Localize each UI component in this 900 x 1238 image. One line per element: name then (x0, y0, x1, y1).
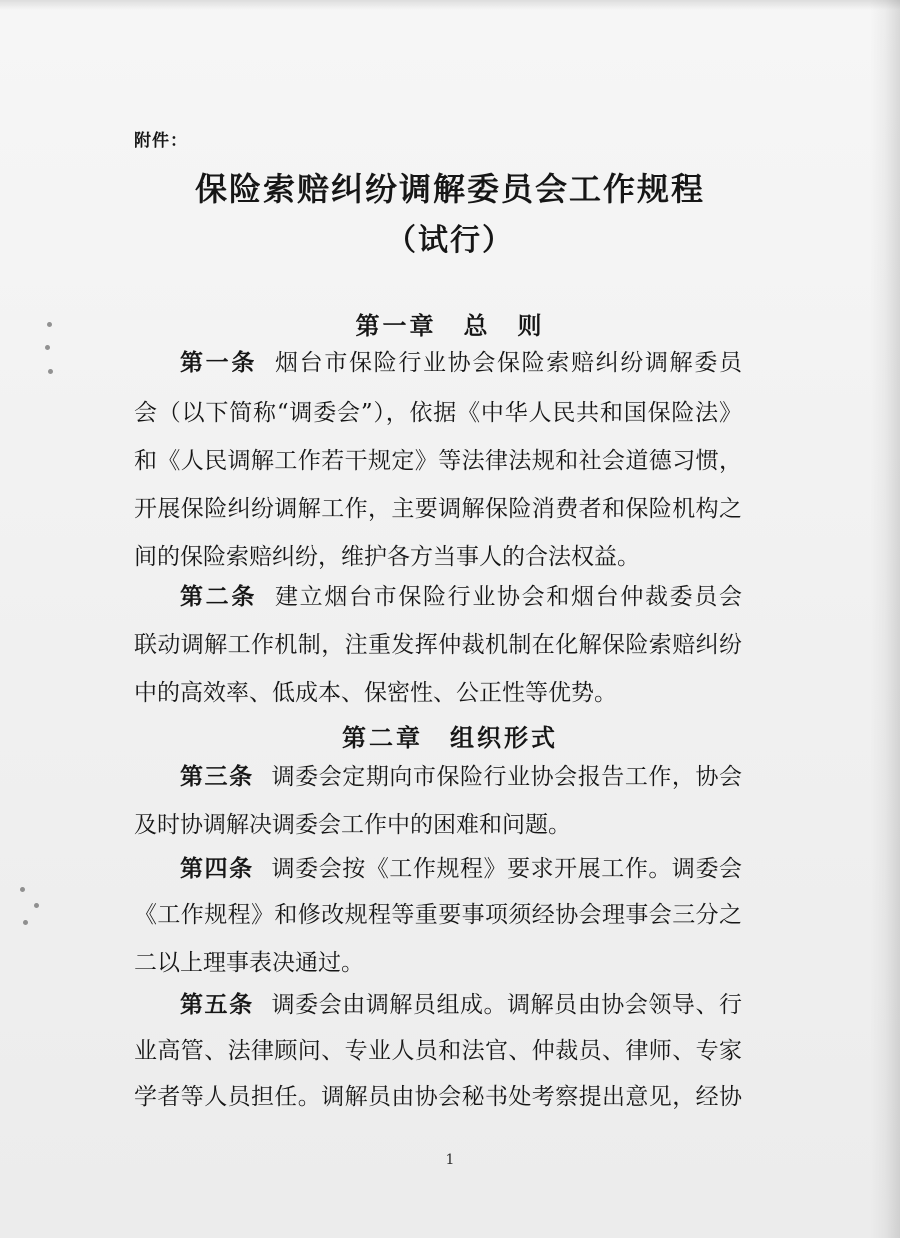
article-first-line (180, 852, 742, 886)
scan-speck (48, 369, 53, 374)
scan-top-shadow (0, 0, 900, 10)
article-line: 会（以下简称“调委会”），依据《中华人民共和国保险法》 (134, 400, 742, 426)
article-text: 建立烟台市保险行业协会和烟台仲裁委员会 (275, 584, 743, 610)
article-first-line (180, 760, 742, 794)
scan-speck (20, 887, 25, 892)
article-first-line (180, 580, 742, 614)
article-first-line (180, 988, 742, 1022)
article-label: 第三条 (180, 763, 254, 790)
article-text: 调委会由调解员组成。调解员由协会领导、行 (271, 992, 743, 1018)
scan-speck (23, 920, 28, 925)
article-text: 调委会按《工作规程》要求开展工作。调委会 (271, 856, 743, 882)
article-line: 间的保险索赔纠纷，维护各方当事人的合法权益。 (134, 544, 640, 570)
document-title: 保险索赔纠纷调解委员会工作规程 (194, 170, 705, 208)
article-label: 第一条 (180, 349, 257, 376)
scan-speck (45, 345, 50, 350)
article-line: 开展保险纠纷调解工作，主要调解保险消费者和保险机构之 (134, 496, 742, 522)
article-line: 中的高效率、低成本、保密性、公正性等优势。 (134, 680, 617, 706)
article-line: 和《人民调解工作若干规定》等法律法规和社会道德习惯， (134, 448, 742, 474)
article-label: 第五条 (180, 991, 254, 1018)
article-line: 学者等人员担任。调解员由协会秘书处考察提出意见，经协 (134, 1084, 742, 1110)
page-number: 1 (445, 1152, 455, 1168)
article-text: 烟台市保险行业协会保险索赔纠纷调解委员 (275, 350, 743, 376)
article-text: 调委会定期向市保险行业协会报告工作，协会 (271, 764, 743, 790)
article-label: 第二条 (180, 583, 257, 610)
chapter-heading: 第一章 总 则 (355, 311, 545, 340)
article-line: 及时协调解决调委会工作中的困难和问题。 (134, 812, 571, 838)
article-line: 联动调解工作机制，注重发挥仲裁机制在化解保险索赔纠纷 (134, 632, 742, 658)
scan-speck (34, 903, 39, 908)
chapter-heading: 第二章 组织形式 (342, 723, 558, 752)
attachment-label: 附件： (134, 131, 188, 151)
article-first-line (180, 346, 742, 380)
article-line: 《工作规程》和修改规程等重要事项须经协会理事会三分之 (134, 902, 742, 928)
article-line: 二以上理事表决通过。 (134, 950, 364, 976)
article-line: 业高管、法律顾问、专业人员和法官、仲裁员、律师、专家 (134, 1038, 742, 1064)
document-subtitle: （试行） (386, 223, 514, 258)
article-label: 第四条 (180, 855, 254, 882)
